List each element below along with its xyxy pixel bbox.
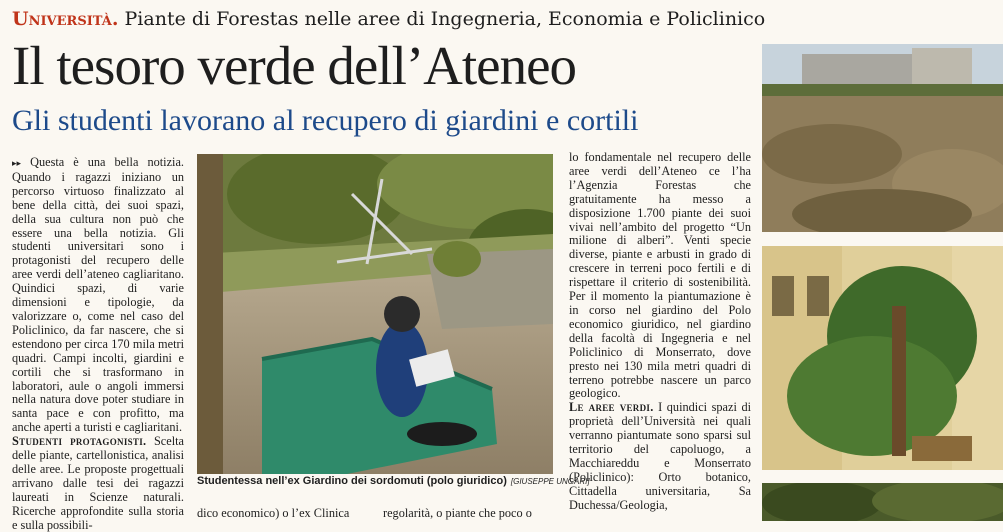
paragraph-intro xyxy=(12,156,184,435)
kicker xyxy=(12,8,765,30)
runin-heading-aree: Le aree verdi. xyxy=(569,400,654,415)
fragment-text: regolarità, o piante che poco o xyxy=(383,506,532,520)
paragraph-aree-text: I quindici spazi di proprietà dell’Università nei quali verranno piantumate sono sparsi sul territorio del capoluogo, a Macchiareddu e Monserrato (Policlinico): Orto botanico, Cittadella universitaria, Sa Duchessa/Geologia, xyxy=(569,400,752,512)
caption-text: Studentessa nell’ex Giardino dei sordomuti (polo giuridico) xyxy=(197,475,507,487)
paragraph-aree xyxy=(569,401,751,512)
paragraph-studenti xyxy=(12,435,184,532)
article-column-1 xyxy=(12,156,184,532)
side-photo-courtyard xyxy=(762,246,1003,470)
side-photo-field xyxy=(762,44,1003,232)
section-label: Università. xyxy=(12,8,119,30)
runin-heading: Studenti protagonisti. xyxy=(12,434,147,449)
subheadline: Gli studenti lavorano al recupero di giardini e cortili xyxy=(12,104,639,137)
photo-caption xyxy=(197,475,590,487)
kicker-text: Piante di Forestas nelle aree di Ingegneria, Economia e Policlinico xyxy=(124,8,766,30)
side-photo-trees xyxy=(762,483,1003,521)
headline: Il tesoro verde dell’Ateneo xyxy=(12,35,577,96)
main-photo xyxy=(197,154,553,474)
paragraph-forestas: lo fondamentale nel recupero delle aree verdi dell’Ateneo ce l’ha l’Agenzia Forestas che gratuitamente ha messo a disposizione 1.700 piante dei suoi vivai nell’ambito del progetto “Un milione di alberi”. Venti specie diverse, piante e arbusti in grado di crescere in terreni poco fertili e di rispettare il criterio di sostenibilità. Per il momento la piantumazione è in corso nel giardino del Polo economico giuridico, nel giardino della facoltà di Ingegneria e nel Policlinico di Monserrato, dove presto nei 130 mila metri quadri di terreno potrebbe nascere un parco geologico. xyxy=(569,150,751,401)
lead-arrow-icon: ▸▸ xyxy=(12,158,22,168)
paragraph-intro-text: Questa è una bella notizia. Quando i ragazzi iniziano un percorso virtuoso finalizzato al bene della città, dei suoi spazi, della sua cultura non può che essere una bella notizia. Gli studenti universitari sono i protagonisti del recupero delle aree verdi dell’ateneo cagliaritano. Quindici spazi, di varie dimensioni e tipologie, da valorizzare o, come nel caso del Policlinico, da far nascere, che si estendono per circa 170 mila metri quadri. Campi incolti, giardini e cortili che si trasformano in laboratori, aule o angoli immersi nella natura dove poter studiare in santa pace e con profitto, ma anche aperti a turisti e cagliaritani. xyxy=(12,155,184,435)
paragraph-studenti-text: Scelta delle piante, cartellonistica, analisi delle aree. Le proposte progettuali arrivano dalle tesi dei ragazzi laureati in Scienze naturali. Ricerche approfondite sulla storia e sulla possibili- xyxy=(12,434,184,532)
article-column-3 xyxy=(569,151,751,513)
column2-fragment: dico economico) o l’ex Clinica xyxy=(197,506,350,520)
column3-bottom-fragment xyxy=(383,507,553,521)
photo-credit: [GIUSEPPE UNGARI] xyxy=(510,477,590,486)
